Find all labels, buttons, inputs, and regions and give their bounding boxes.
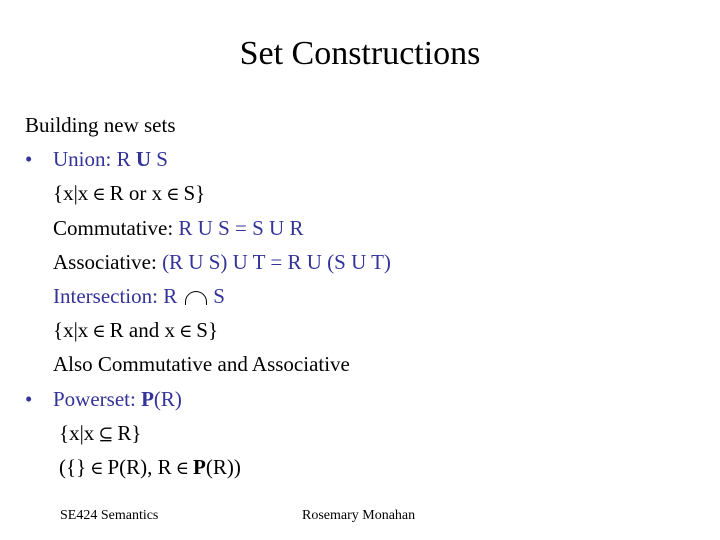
union-def-c: S} bbox=[183, 181, 206, 206]
inter-def-c: S} bbox=[196, 318, 219, 343]
subset-icon: ⊆ bbox=[98, 423, 114, 445]
element-of-icon: ∈ bbox=[178, 321, 193, 343]
subset-a: {x|x bbox=[59, 420, 95, 445]
commutative-line bbox=[25, 211, 705, 245]
bullet-icon: • bbox=[25, 147, 33, 172]
also-text: Also Commutative and Associative bbox=[53, 352, 350, 377]
subset-line bbox=[25, 416, 705, 450]
powerset-line bbox=[25, 382, 705, 416]
union-s: S bbox=[151, 147, 168, 172]
union-def-a: {x|x bbox=[53, 181, 89, 206]
element-of-icon: ∈ bbox=[92, 184, 106, 206]
also-line bbox=[25, 347, 705, 381]
union-label: Union: R bbox=[53, 147, 136, 172]
slide-body bbox=[25, 108, 705, 484]
powerset-p: P bbox=[141, 386, 154, 411]
slide-title: Set Constructions bbox=[239, 35, 481, 72]
empty-c: (R)) bbox=[205, 454, 241, 479]
element-of-icon: ∈ bbox=[90, 457, 104, 479]
commutative-label: Commutative: bbox=[53, 215, 179, 240]
intersection-definition-line bbox=[25, 313, 705, 347]
associative-label: Associative: bbox=[53, 249, 163, 274]
empty-b: P(R), R bbox=[107, 454, 172, 479]
element-of-icon: ∈ bbox=[175, 457, 189, 479]
commutative-expression: R U S = S U R bbox=[178, 215, 304, 240]
inter-def-b: R and x bbox=[109, 318, 175, 343]
union-def-b: R or x bbox=[109, 181, 163, 206]
empty-set-line bbox=[25, 450, 705, 484]
union-operator: U bbox=[135, 147, 152, 172]
bullet-icon: • bbox=[25, 386, 33, 411]
subset-b: R} bbox=[117, 420, 142, 445]
intersection-s: S bbox=[213, 283, 225, 308]
inter-def-a: {x|x bbox=[53, 318, 89, 343]
intersection-icon bbox=[185, 291, 207, 305]
footer-course: SE424 Semantics bbox=[60, 508, 159, 523]
intersection-line bbox=[25, 279, 705, 313]
union-definition-line bbox=[25, 176, 705, 210]
empty-p: P bbox=[193, 454, 206, 479]
powerset-label: Powerset: bbox=[53, 386, 142, 411]
element-of-icon: ∈ bbox=[166, 184, 180, 206]
associative-line bbox=[25, 245, 705, 279]
element-of-icon: ∈ bbox=[92, 321, 106, 343]
intro-line bbox=[25, 108, 705, 142]
union-line bbox=[25, 142, 705, 176]
powerset-r: (R) bbox=[153, 386, 182, 411]
associative-expression: (R U S) U T = R U (S U T) bbox=[162, 249, 391, 274]
empty-a: ({} bbox=[59, 454, 87, 479]
intro-text: Building new sets bbox=[25, 113, 176, 137]
intersection-label: Intersection: R bbox=[53, 283, 178, 308]
footer-author: Rosemary Monahan bbox=[302, 508, 416, 523]
